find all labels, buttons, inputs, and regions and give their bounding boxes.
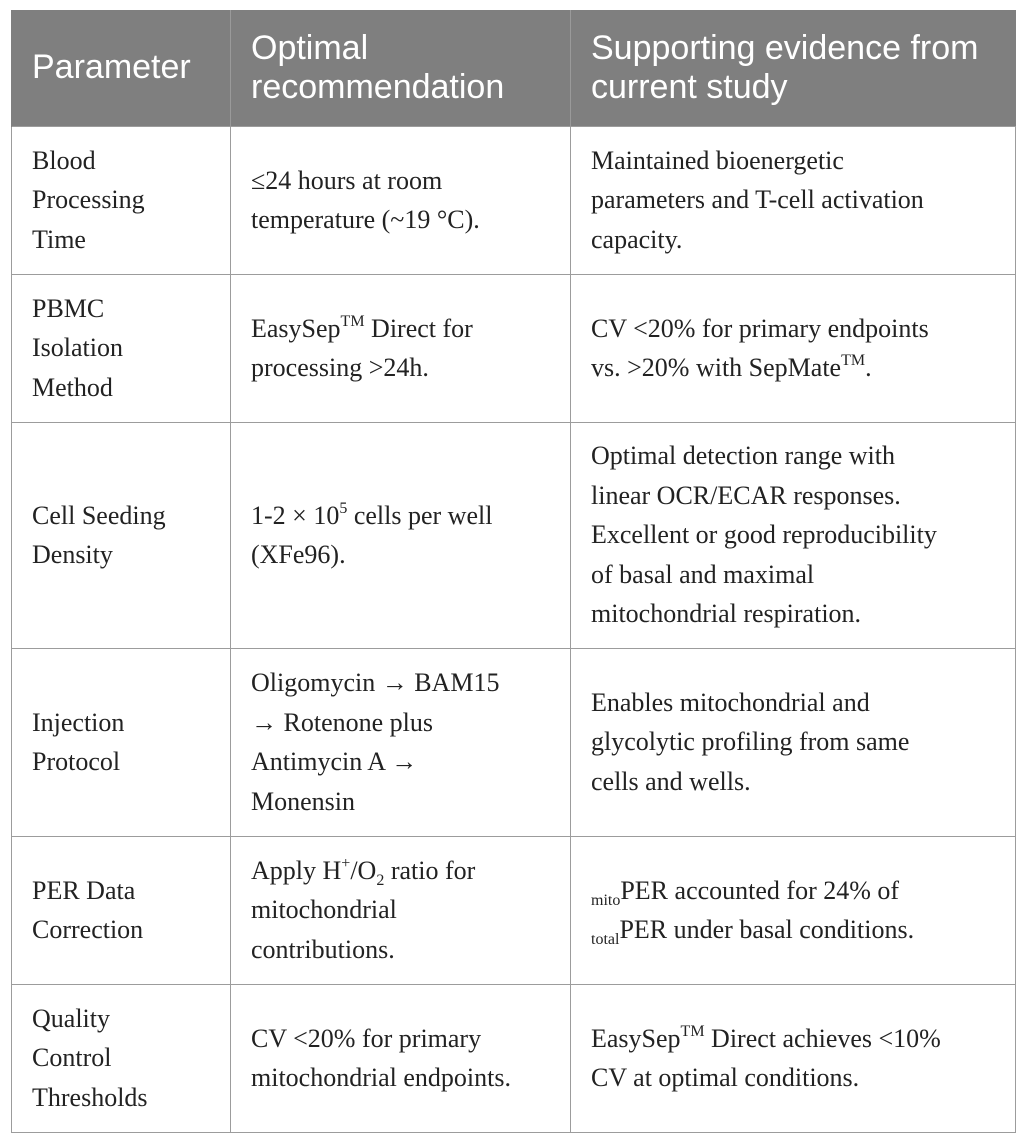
text-run: /O <box>350 855 377 885</box>
text-run: Direct for <box>364 313 473 343</box>
text-run: PER accounted for 24% of <box>620 875 900 905</box>
exponent-superscript: 5 <box>339 499 348 517</box>
cell-line: PBMC <box>32 293 105 323</box>
evidence-cell <box>571 126 1016 274</box>
subscript: 2 <box>376 871 385 889</box>
table-row <box>12 984 1016 1132</box>
cell-line: Oligomycin → BAM15 <box>251 668 500 697</box>
cell-line: mitochondrial respiration. <box>591 599 862 629</box>
evidence-cell <box>571 422 1016 648</box>
cell-line: Antimycin A → <box>251 747 418 776</box>
recommendation-cell <box>231 274 571 422</box>
cell-line: Blood <box>32 145 96 175</box>
table-row <box>12 126 1016 274</box>
cell-line: glycolytic profiling from same <box>591 727 910 757</box>
cell-line <box>251 496 556 536</box>
cell-line <box>591 348 1001 388</box>
cell-line: Optimal detection range with <box>591 441 895 471</box>
cell-line: Method <box>32 372 113 402</box>
parameter-cell <box>12 836 231 984</box>
trademark-superscript: TM <box>841 352 866 369</box>
parameter-cell <box>12 126 231 274</box>
recommendation-cell <box>231 126 571 274</box>
header-parameter: Parameter <box>12 10 231 126</box>
charge-superscript: + <box>341 854 351 872</box>
cell-line: Time <box>32 224 86 254</box>
cell-line: mitochondrial endpoints. <box>251 1063 511 1092</box>
cell-line: Maintained bioenergetic <box>591 145 844 175</box>
cell-line: Thresholds <box>32 1082 148 1112</box>
subscript: mito <box>591 891 621 909</box>
evidence-cell <box>571 648 1016 836</box>
parameter-cell <box>12 274 231 422</box>
parameter-cell <box>12 422 231 648</box>
cell-line: mitochondrial <box>251 895 397 925</box>
header-row <box>12 10 1016 126</box>
table-row <box>12 648 1016 836</box>
cell-line: → Rotenone plus <box>251 707 433 737</box>
text-run: Direct achieves <10% <box>704 1023 941 1053</box>
text-run: EasySep <box>251 313 341 343</box>
evidence-cell <box>571 836 1016 984</box>
evidence-cell <box>571 274 1016 422</box>
text-run: . <box>865 353 872 382</box>
cell-line <box>251 309 556 349</box>
cell-line: CV at optimal conditions. <box>591 1063 860 1092</box>
cell-line: Isolation <box>32 333 123 363</box>
cell-line <box>251 851 556 891</box>
header-supporting-evidence: Supporting evidence from current study <box>571 10 1016 126</box>
cell-line: linear OCR/ECAR responses. <box>591 480 901 510</box>
text-run: vs. >20% with SepMate <box>591 353 842 382</box>
cell-line: Monensin <box>251 786 355 816</box>
cell-line: Injection <box>32 707 125 737</box>
cell-line: Enables mitochondrial and <box>591 687 870 717</box>
recommendation-cell <box>231 648 571 836</box>
recommendation-cell <box>231 422 571 648</box>
text-run: PER under basal conditions. <box>619 915 915 944</box>
parameter-cell <box>12 648 231 836</box>
cell-line <box>591 871 1001 911</box>
cell-line: parameters and T-cell activation <box>591 185 924 215</box>
cell-line: Protocol <box>32 747 121 776</box>
text-run: cells per well <box>347 500 493 530</box>
trademark-superscript: TM <box>680 1022 705 1040</box>
cell-line: ≤24 hours at room <box>251 165 443 195</box>
table-row <box>12 422 1016 648</box>
table-row <box>12 836 1016 984</box>
text-run: Apply H <box>251 855 342 885</box>
cell-line: Excellent or good reproducibility <box>591 520 937 550</box>
text-run: EasySep <box>591 1023 681 1053</box>
cell-line: temperature (~19 °C). <box>251 205 480 234</box>
cell-line: PER Data <box>32 875 136 905</box>
cell-line: CV <20% for primary <box>251 1023 482 1053</box>
recommendations-table <box>11 10 1016 1133</box>
cell-line <box>591 1019 1001 1059</box>
parameter-cell <box>12 984 231 1132</box>
subscript: total <box>591 931 620 948</box>
cell-line: Correction <box>32 915 144 944</box>
cell-line: capacity. <box>591 224 683 254</box>
cell-line: processing >24h. <box>251 353 429 382</box>
cell-line: CV <20% for primary endpoints <box>591 313 929 343</box>
cell-line: Density <box>32 540 113 569</box>
cell-line: Control <box>32 1043 112 1073</box>
trademark-superscript: TM <box>340 312 365 330</box>
text-run: 1-2 × 10 <box>251 500 340 530</box>
cell-line: (XFe96). <box>251 540 346 569</box>
cell-line <box>591 910 1001 950</box>
recommendation-cell <box>231 984 571 1132</box>
header-optimal-recommendation: Optimal recommendation <box>231 10 571 126</box>
cell-line: Processing <box>32 185 145 215</box>
table-row <box>12 274 1016 422</box>
recommendation-cell <box>231 836 571 984</box>
cell-line: Cell Seeding <box>32 500 166 530</box>
cell-line: cells and wells. <box>591 766 751 796</box>
text-run: ratio for <box>384 855 476 885</box>
cell-line: Quality <box>32 1003 110 1033</box>
cell-line: of basal and maximal <box>591 559 815 589</box>
cell-line: contributions. <box>251 934 395 964</box>
evidence-cell <box>571 984 1016 1132</box>
